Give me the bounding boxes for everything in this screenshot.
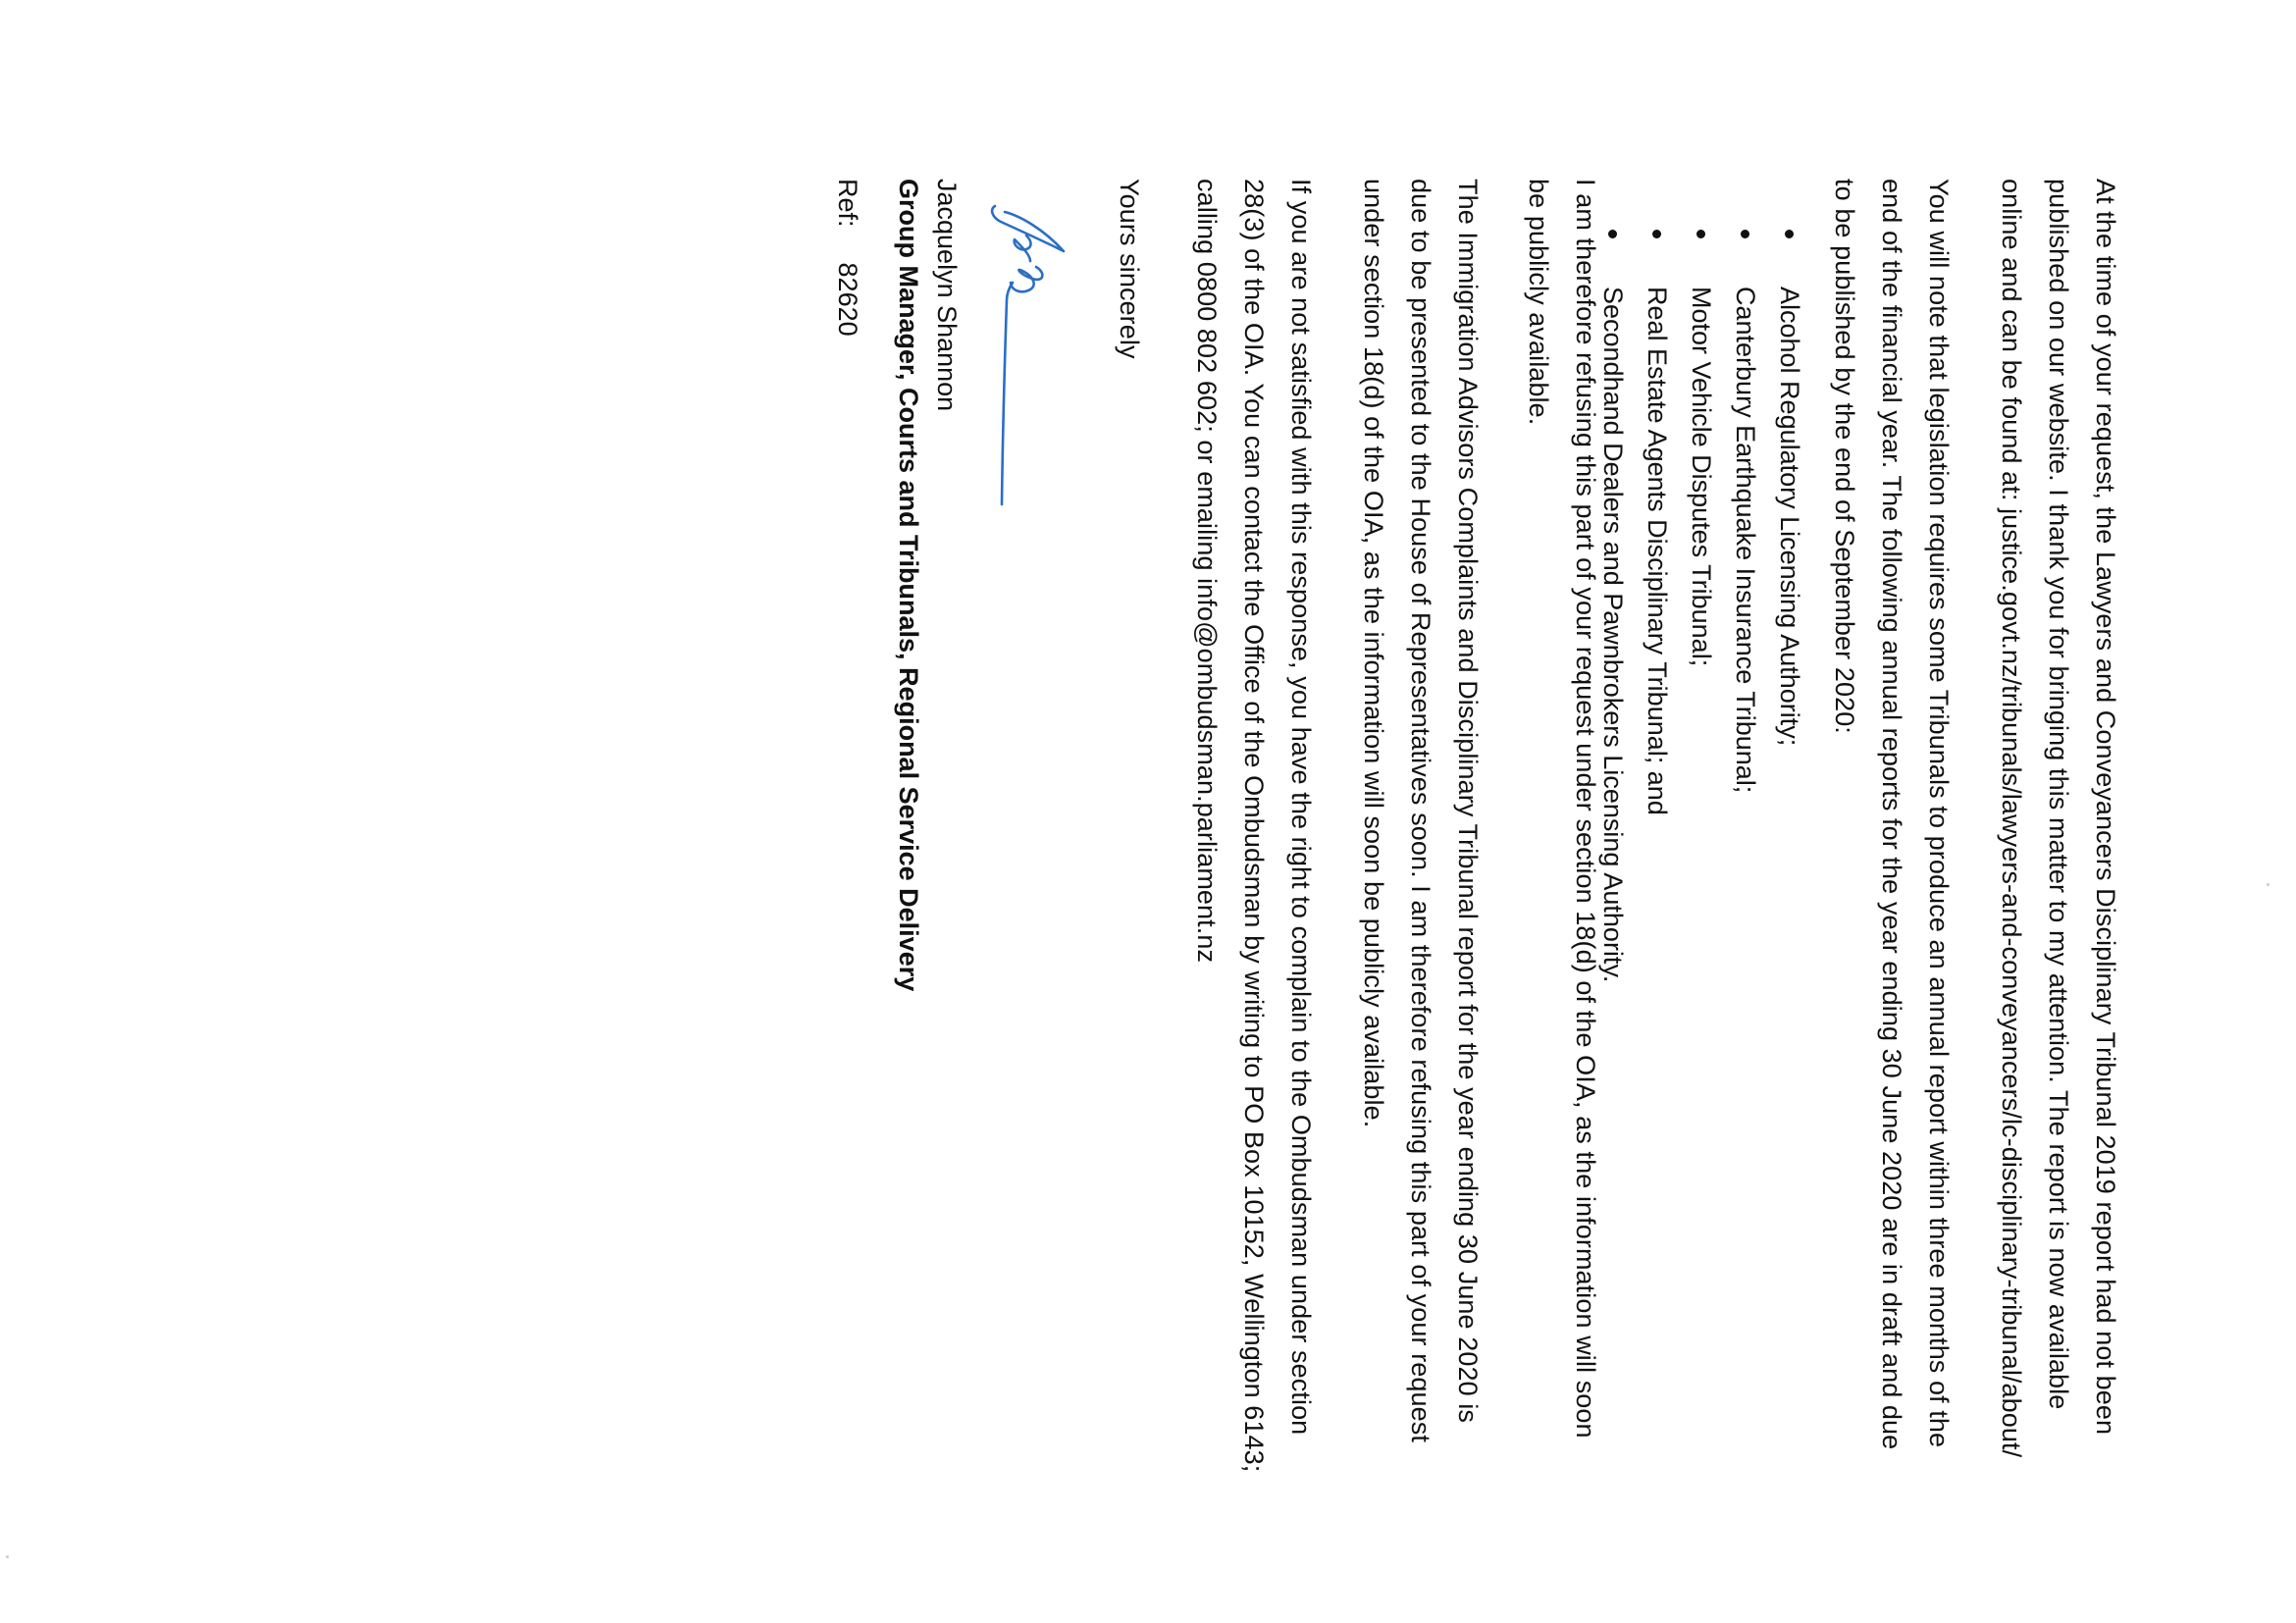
scan-speck bbox=[6, 1555, 9, 1558]
paragraph-annual-reports: You will note that legislation requires some Tribunals to produce an annual report within three months of the end of the financial year. The following annual reports for the year ending 30 June 2020 are in draft and due to be published by the end of September 2020: bbox=[1830, 179, 1954, 1450]
bullet-icon bbox=[1652, 230, 1661, 238]
paragraph-lcdt-report: At the time of your request, the Lawyers and Conveyancers Disciplinary Tribunal 2019 report had not been published on our website. I thank you for bringing this matter to my attention. The report is now available online and can be found at: justice.govt.nz/tribunals/lawyers-and-conveyancers/lc-disciplinary-tribunal/about/ bbox=[1997, 179, 2120, 1458]
list-item-text: Real Estate Agents Disciplinary Tribunal; and bbox=[1643, 287, 1672, 815]
reference-number: 82620 bbox=[833, 262, 862, 337]
signatory-name: Jacquelyn Shannon bbox=[932, 179, 962, 412]
bullet-icon bbox=[1608, 230, 1617, 238]
list-item-text: Motor Vehicle Disputes Tribunal; bbox=[1687, 287, 1716, 667]
paragraph-ombudsman: If you are not satisfied with this response, you have the right to complain to the Ombudsman under section 28(3) of the OIA. You can contact the Office of the Ombudsman by writing to PO Box 10152, Wellington 6143; calling 0800 802 602; or emailing info@ombudsman.parliament.nz bbox=[1192, 179, 1316, 1473]
list-item bbox=[1723, 179, 1767, 1474]
list-item bbox=[1679, 179, 1723, 1474]
tribunal-list bbox=[1591, 179, 1811, 1474]
reference-label: Ref: bbox=[833, 179, 862, 228]
signatory-title: Group Manager, Courts and Tribunals, Regional Service Delivery bbox=[894, 179, 923, 992]
bullet-icon bbox=[1696, 230, 1705, 238]
closing-salutation: Yours sincerely bbox=[1115, 179, 1144, 359]
list-item-text: Canterbury Earthquake Insurance Tribunal; bbox=[1731, 287, 1760, 794]
bullet-icon bbox=[1741, 230, 1749, 238]
paragraph-refusal: I am therefore refusing this part of your request under section 18(d) of the OIA, as the information will soon be publicly available. bbox=[1524, 179, 1600, 1439]
list-item-text: Alcohol Regulatory Licensing Authority; bbox=[1775, 287, 1804, 747]
paragraph-immigration-report: The Immigration Advisors Complaints and Disciplinary Tribunal report for the year ending 30 June 2020 is due to be presented to the House of Representatives soon. I am therefore refusing this part of your request under section 18(d) of the OIA, as the information will soon be publicly available. bbox=[1359, 179, 1483, 1442]
list-item bbox=[1767, 179, 1811, 1474]
bullet-icon bbox=[1785, 230, 1794, 238]
list-item-text: Secondhand Dealers and Pawnbrokers Licensing Authority. bbox=[1598, 287, 1628, 983]
signature-image bbox=[978, 192, 1091, 516]
list-item bbox=[1635, 179, 1679, 1474]
reference-line bbox=[828, 179, 867, 337]
scan-speck bbox=[2267, 883, 2270, 886]
